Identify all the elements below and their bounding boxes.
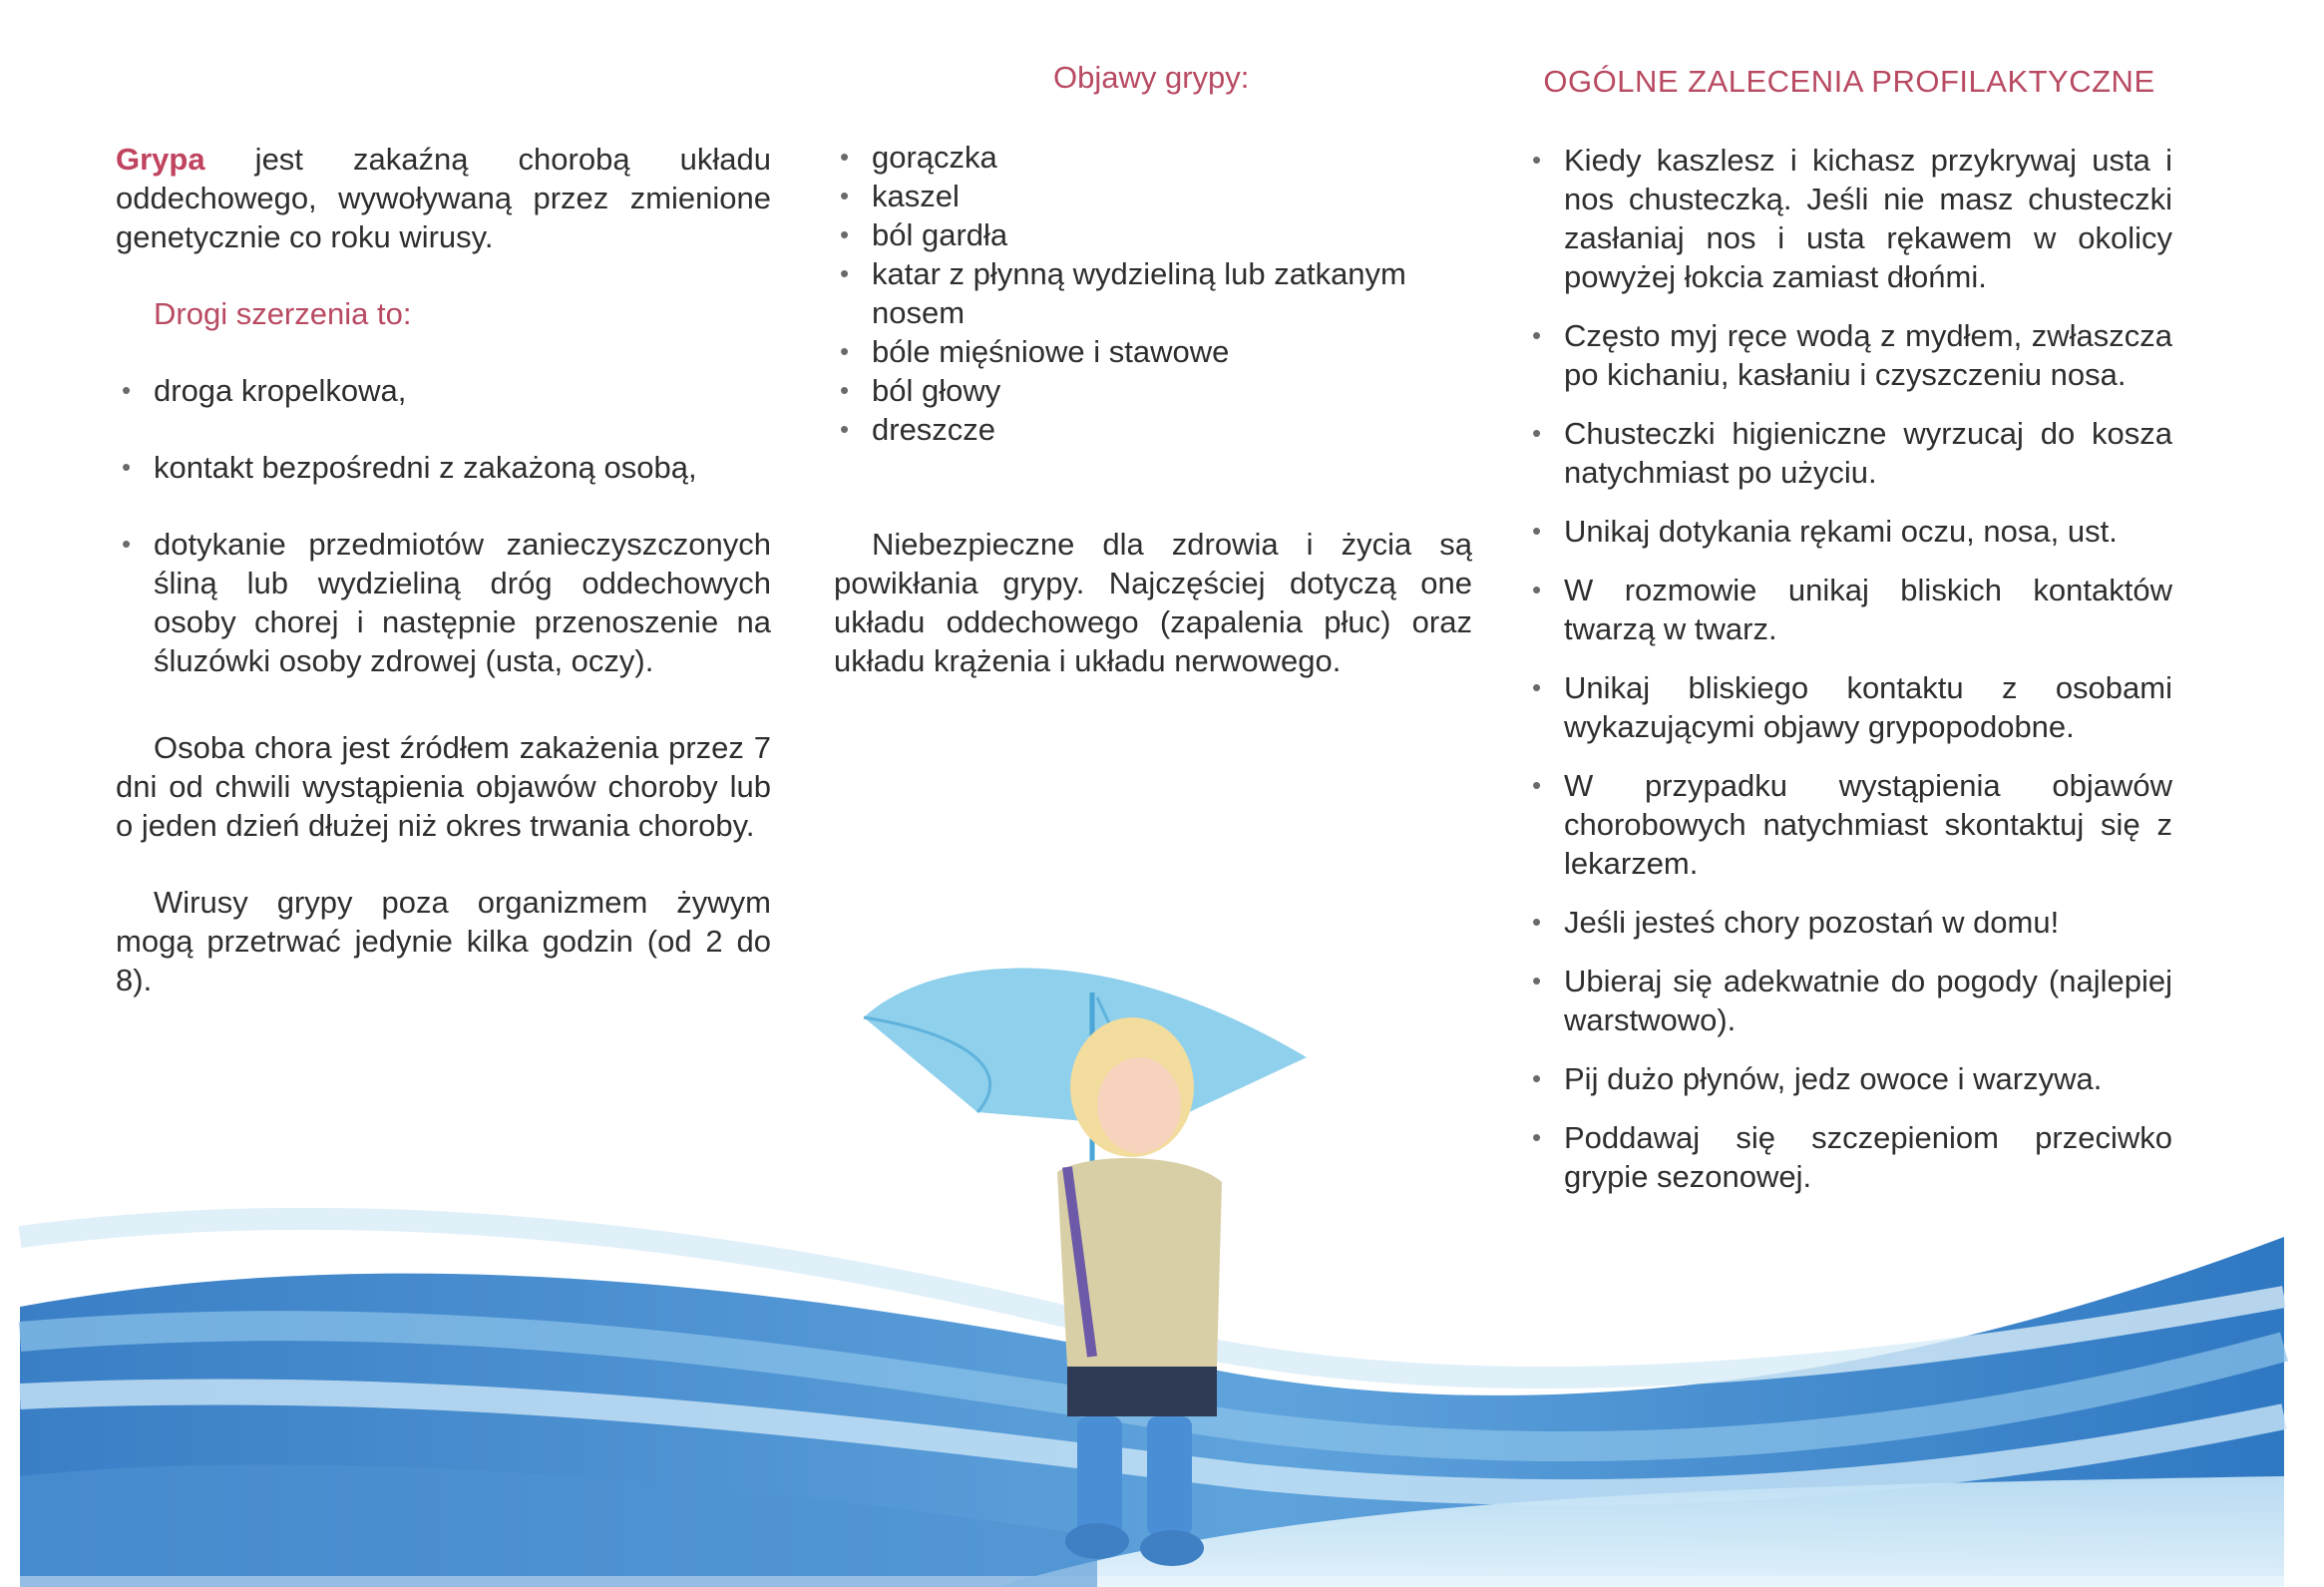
- list-item: • Pij dużo płynów, jedz owoce i warzywa.: [1526, 1059, 2172, 1098]
- list-item: • gorączka: [834, 138, 1472, 177]
- list-item: • katar z płynną wydzieliną lub zatkanym nosem: [834, 254, 1472, 332]
- list-item: • Unikaj dotykania rękami oczu, nosa, ust.: [1526, 512, 2172, 551]
- list-item: • Często myj ręce wodą z mydłem, zwłaszcza po kichaniu, kasłaniu i czyszczeniu nosa.: [1526, 316, 2172, 394]
- list-item: • Poddawaj się szczepieniom przeciwko grypie sezonowej.: [1526, 1118, 2172, 1196]
- spread-routes-list: [116, 371, 771, 680]
- prevention-column: [1526, 62, 2172, 1216]
- list-item: • Unikaj bliskiego kontaktu z osobami wykazującymi objawy grypopodobne.: [1526, 668, 2172, 746]
- list-item: • dreszcze: [834, 410, 1472, 449]
- list-item: • Kiedy kaszlesz i kichasz przykrywaj usta i nos chusteczką. Jeśli nie masz chusteczki zasłaniaj nos i usta rękawem w okolicy powyżej łokcia zamiast dłońmi.: [1526, 141, 2172, 296]
- flu-definition: [116, 140, 771, 256]
- list-item: • kaszel: [834, 177, 1472, 215]
- list-item: • W rozmowie unikaj bliskich kontaktów twarzą w twarz.: [1526, 571, 2172, 648]
- list-item: • dotykanie przedmiotów zanieczyszczonych śliną lub wydzieliną dróg oddechowych osoby chorej i następnie przenoszenie na śluzówki osoby zdrowej (usta, oczy).: [116, 525, 771, 680]
- spread-routes-heading: Drogi szerzenia to:: [154, 296, 412, 331]
- flu-term: Grypa: [116, 142, 205, 177]
- prevention-heading: OGÓLNE ZALECENIA PROFILAKTYCZNE: [1543, 64, 2155, 99]
- virus-survival-paragraph: Wirusy grypy poza organizmem żywym mogą przetrwać jedynie kilka godzin (od 2 do 8).: [116, 885, 771, 997]
- list-item: • W przypadku wystąpienia objawów chorobowych natychmiast skontaktuj się z lekarzem.: [1526, 766, 2172, 883]
- list-item: • ból głowy: [834, 371, 1472, 410]
- symptoms-heading: Objawy grypy:: [1053, 60, 1250, 95]
- list-item: • Chusteczki higieniczne wyrzucaj do kosza natychmiast po użyciu.: [1526, 414, 2172, 492]
- list-item: • Ubieraj się adekwatnie do pogody (najlepiej warstwowo).: [1526, 962, 2172, 1039]
- child-with-umbrella-photo: [858, 938, 1337, 1576]
- infectious-period-paragraph: Osoba chora jest źródłem zakażenia przez 7 dni od chwili wystąpienia objawów choroby lub o jeden dzień dłużej niż okres trwania choroby.: [116, 730, 771, 843]
- flu-definition-text: jest zakaźną chorobą układu oddechowego, wywoływaną przez zmienione genetycznie co roku wirusy.: [116, 142, 771, 254]
- list-item: • bóle mięśniowe i stawowe: [834, 332, 1472, 371]
- flu-intro-column: [116, 140, 771, 999]
- list-item: • Jeśli jesteś chory pozostań w domu!: [1526, 903, 2172, 942]
- list-item: • ból gardła: [834, 215, 1472, 254]
- list-item: • kontakt bezpośredni z zakażoną osobą,: [116, 448, 771, 487]
- symptoms-list: [834, 138, 1472, 449]
- list-item: • droga kropelkowa,: [116, 371, 771, 410]
- complications-paragraph: Niebezpieczne dla zdrowia i życia są powikłania grypy. Najczęściej dotyczą one układu oddechowego (zapalenia płuc) oraz układu krążenia i układu nerwowego.: [834, 527, 1472, 678]
- prevention-list: [1526, 141, 2172, 1196]
- symptoms-column: [834, 138, 1472, 680]
